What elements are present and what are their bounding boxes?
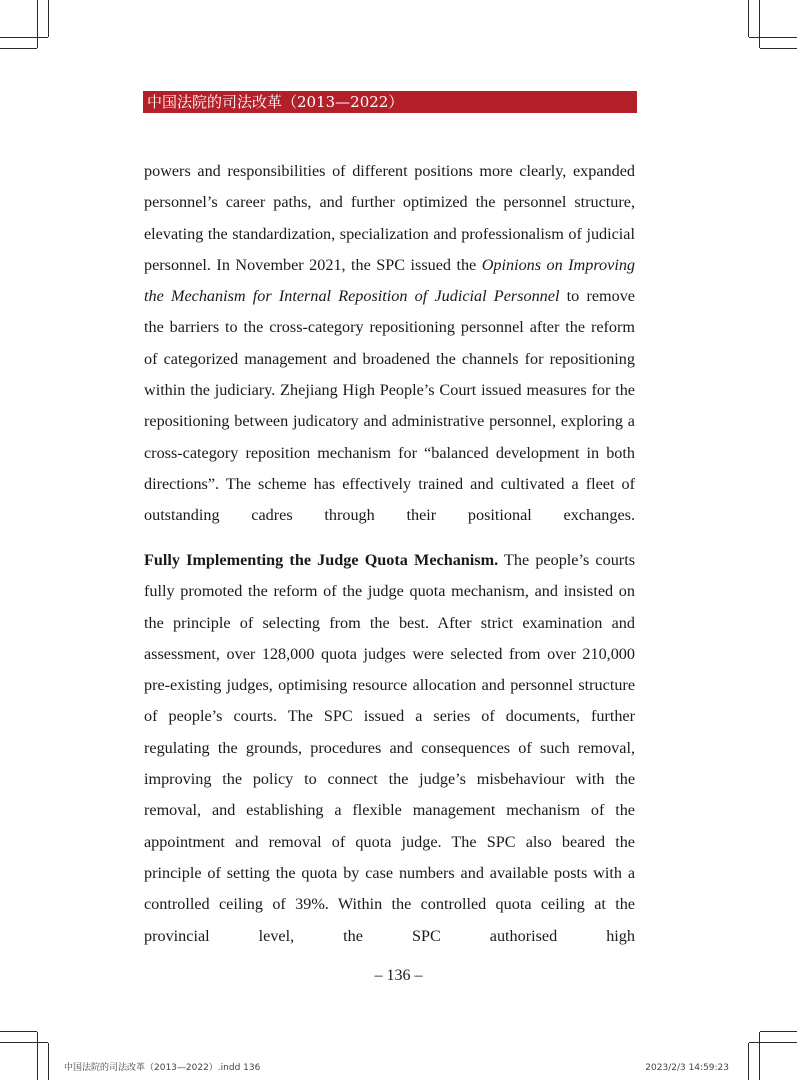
crop-mark-bottom-right-v bbox=[759, 1032, 760, 1080]
crop-mark-bottom-left-v bbox=[37, 1032, 38, 1080]
page-number: – 136 – bbox=[374, 967, 423, 984]
crop-mark-bottom-right-v2 bbox=[748, 1043, 749, 1080]
body-paragraph-1 bbox=[144, 156, 635, 563]
crop-mark-top-left-v2 bbox=[48, 0, 49, 37]
crop-mark-top-right-v2 bbox=[748, 0, 749, 37]
running-header-title: 中国法院的司法改革（2013—2022） bbox=[147, 93, 404, 111]
paragraph-2-text: The people’s courts fully promoted the reform of the judge quota mechanism, and insisted on the principle of selecting from the best. After strict examination and assessment, over 128,000 quota judges were selected from over 210,000 pre-existing judges, optimising resource allocation and personnel structure of people’s courts. The SPC issued a series of documents, further regulating the grounds, procedures and consequences of such removal, improving the policy to connect the judge’s misbehaviour with the removal, and establishing a flexible management mechanism of the appointment and removal of quota judge. The SPC also beared the principle of setting the quota by case numbers and available posts with a controlled ceiling of 39%. Within the controlled quota ceiling at the provincial level, the SPC authorised high bbox=[144, 551, 635, 945]
file-slug-right: 2023/2/3 14:59:23 bbox=[645, 1063, 729, 1073]
paragraph-1-text-b: to remove the barriers to the cross-category repositioning personnel after the reform of categorized management and broadened the channels for repositioning within the judiciary. Zhejiang High People’s Court issued measures for the repositioning between judicatory and administrative personnel, exploring a cross-category reposition mechanism for “balanced development in both directions”. The scheme has effectively trained and cultivated a fleet of outstanding cadres through their positional exchanges. bbox=[144, 287, 635, 525]
crop-mark-bottom-right-h bbox=[749, 1042, 797, 1043]
section-run-in-heading: Fully Implementing the Judge Quota Mechanism. bbox=[144, 551, 499, 569]
body-paragraph-2 bbox=[144, 545, 635, 983]
paragraph-1-text-a: powers and responsibilities of different positions more clearly, expanded personnel’s career paths, and further optimized the personnel structure, elevating the standardization, specialization and professionalism of judicial personnel. In November 2021, the SPC issued the bbox=[144, 162, 635, 274]
file-slug-left: 中国法院的司法改革（2013—2022）.indd 136 bbox=[64, 1063, 261, 1073]
crop-mark-bottom-left-v2 bbox=[48, 1043, 49, 1080]
crop-mark-top-right-h bbox=[749, 37, 797, 38]
crop-mark-top-left-h2 bbox=[0, 48, 37, 49]
crop-mark-bottom-left-h bbox=[0, 1042, 48, 1043]
crop-mark-top-left-v bbox=[37, 0, 38, 48]
crop-mark-bottom-right-h2 bbox=[760, 1031, 797, 1032]
document-title-italic: Opinions on Improving the Mechanism for Internal Reposition of Judicial Personnel bbox=[144, 255, 636, 306]
crop-mark-top-left-h bbox=[0, 37, 48, 38]
crop-mark-top-right-h2 bbox=[760, 48, 797, 49]
running-header-bar bbox=[143, 91, 637, 113]
crop-mark-top-right-v bbox=[759, 0, 760, 48]
crop-mark-bottom-left-h2 bbox=[0, 1031, 37, 1032]
